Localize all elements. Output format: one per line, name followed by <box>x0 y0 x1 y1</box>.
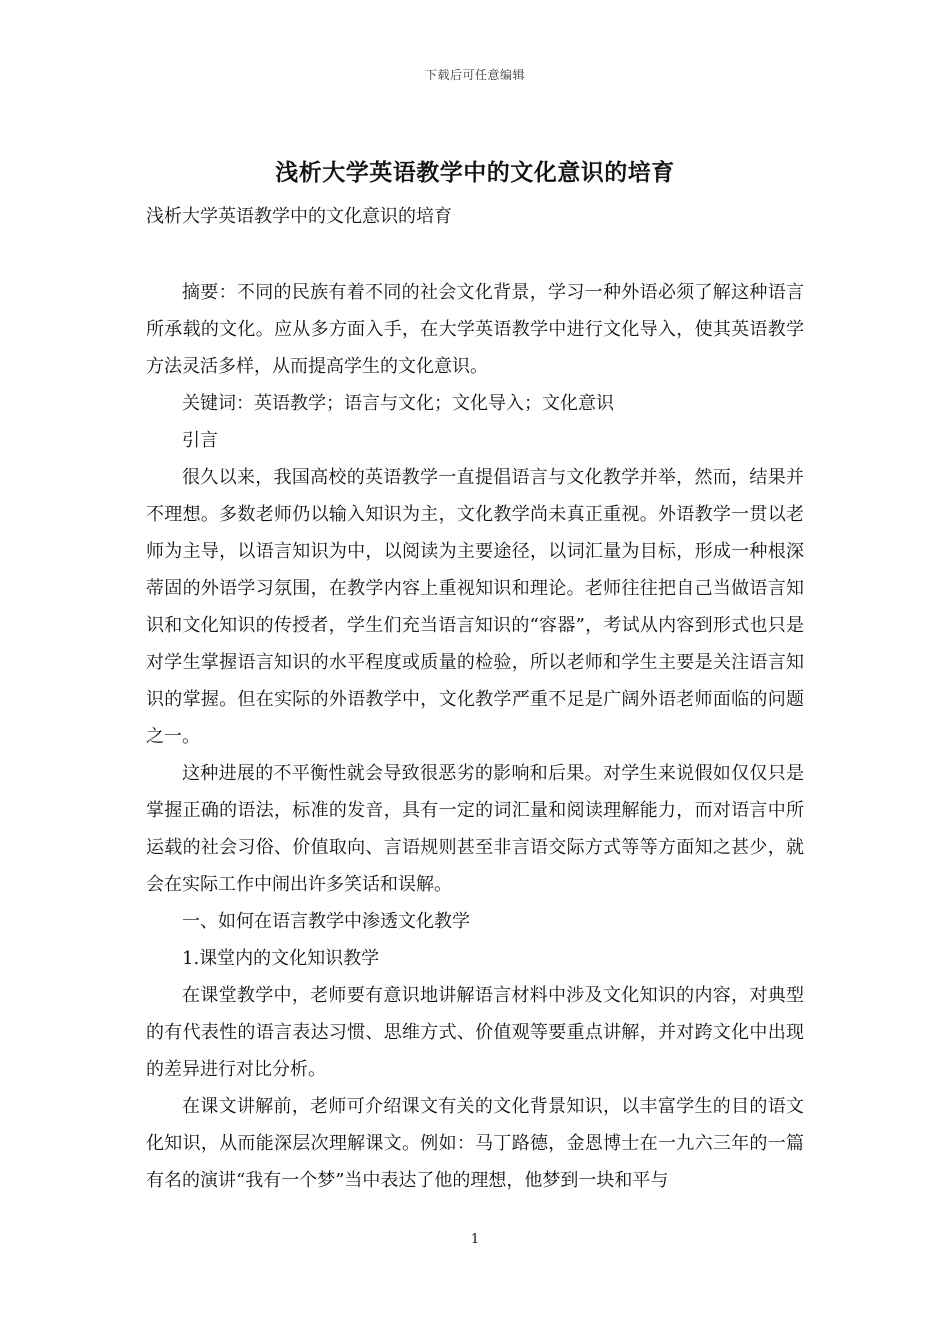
section-heading-introduction: 引言 <box>182 430 218 451</box>
page-number: 1 <box>470 1232 480 1247</box>
section-heading-1: 一、如何在语言教学中渗透文化教学 <box>182 911 470 932</box>
document-subtitle: 浅析大学英语教学中的文化意识的培育 <box>146 206 452 227</box>
document-body <box>146 198 804 1199</box>
body-paragraph: 在课堂教学中，老师要有意识地讲解语言材料中涉及文化知识的内容，对典型的有代表性的语言表达习惯、思维方式、价值观等要重点讲解，并对跨文化中出现的差异进行对比分析。 <box>146 985 804 1080</box>
body-paragraph: 很久以来，我国高校的英语教学一直提倡语言与文化教学并举，然而，结果并不理想。多数老师仍以输入知识为主，文化教学尚未真正重视。外语教学一贯以老师为主导，以语言知识为中，以阅读为主要途径，以词汇量为目标，形成一种根深蒂固的外语学习氛围，在教学内容上重视知识和理论。老师往往把自己当做语言知识和文化知识的传授者，学生们充当语言知识的“容器”，考试从内容到形式也只是对学生掌握语言知识的水平程度或质量的检验，所以老师和学生主要是关注语言知识的掌握。但在实际的外语教学中，文化教学严重不足是广阔外语老师面临的问题之一。 <box>146 467 804 747</box>
keywords-paragraph: 关键词：英语教学；语言与文化；文化导入；文化意识 <box>182 393 614 414</box>
subsection-heading-1-1: 1.课堂内的文化知识教学 <box>182 948 380 969</box>
abstract-paragraph: 摘要：不同的民族有着不同的社会文化背景，学习一种外语必须了解这种语言所承载的文化。应从多方面入手，在大学英语教学中进行文化导入，使其英语教学方法灵活多样，从而提高学生的文化意识。 <box>146 282 804 377</box>
body-paragraph: 这种进展的不平衡性就会导致很恶劣的影响和后果。对学生来说假如仅仅只是掌握正确的语法，标准的发音，具有一定的词汇量和阅读理解能力，而对语言中所运载的社会习俗、价值取向、言语规则甚至非言语交际方式等等方面知之甚少，就会在实际工作中闹出许多笑话和误解。 <box>146 763 804 895</box>
document-title: 浅析大学英语教学中的文化意识的培育 <box>275 159 675 186</box>
body-paragraph: 在课文讲解前，老师可介绍课文有关的文化背景知识，以丰富学生的目的语文化知识，从而能深层次理解课文。例如：马丁路德，金恩博士在一九六三年的一篇有名的演讲“我有一个梦”当中表达了他的理想，他梦到一块和平与 <box>146 1096 804 1191</box>
header-note: 下载后可任意编辑 <box>424 68 525 82</box>
blank-line <box>146 235 804 274</box>
